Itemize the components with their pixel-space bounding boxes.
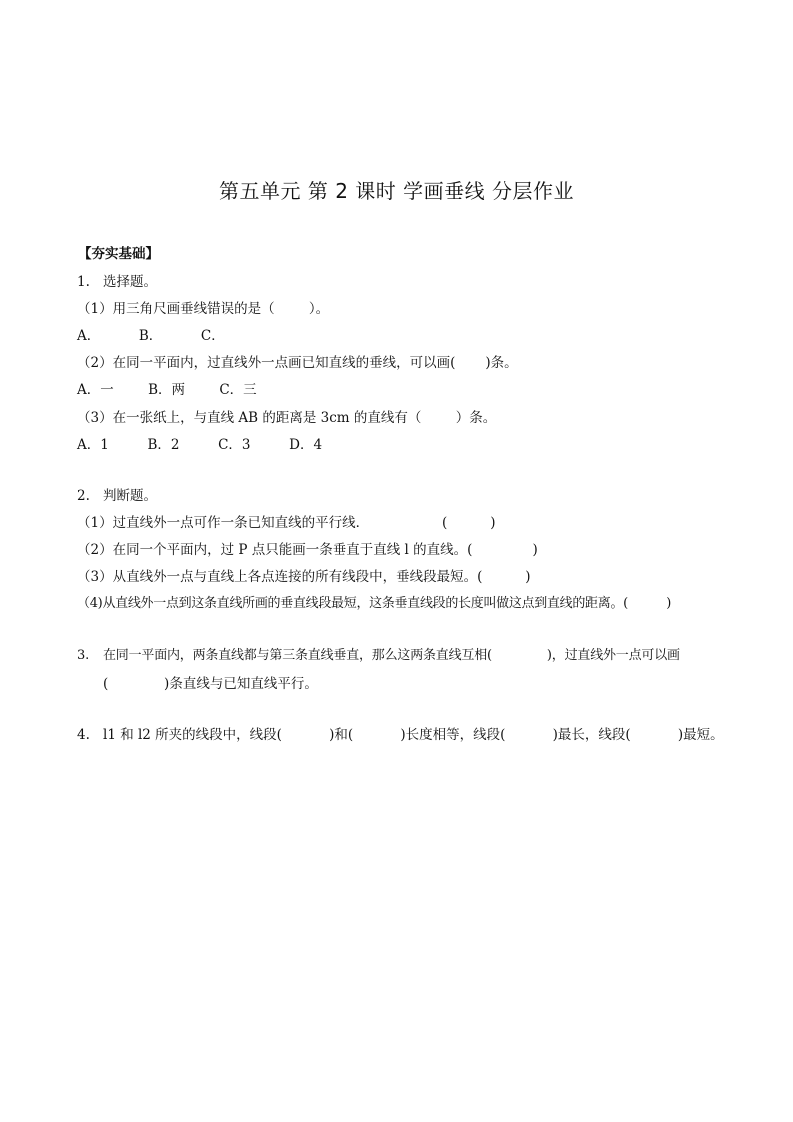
q1-heading-line [77, 273, 157, 291]
q3-line2: ( )条直线与已知直线平行。 [103, 676, 318, 692]
q4-text: l1 和 l2 所夹的线段中，线段( )和( )长度相等，线段( )最长，线段( )最短。 [103, 727, 724, 743]
q1-sub2: （2）在同一平面内，过直线外一点画已知直线的垂线，可以画( )条。 [77, 355, 518, 371]
q1-sub2-options: A．一 B．两 C．三 [77, 382, 257, 398]
q3-line1 [77, 647, 680, 665]
q1-sub3: （3）在一张纸上，与直线 AB 的距离是 3cm 的直线有（ ）条。 [77, 410, 497, 426]
q4-number: 4. [77, 727, 90, 743]
page-title: 第五单元 第 2 课时 学画垂线 分层作业 [218, 179, 574, 203]
q2-number: 2. [77, 488, 90, 504]
q2-sub2: （2）在同一个平面内，过 P 点只能画一条垂直于直线 l 的直线。( ) [77, 542, 538, 558]
q2-heading: 判断题。 [103, 488, 157, 504]
q1-sub1-options: A． B． C． [77, 328, 225, 344]
q3-text-line1: 在同一平面内，两条直线都与第三条直线垂直，那么这两条直线互相( )，过直线外一点可以画 [103, 648, 680, 663]
q2-sub3: （3）从直线外一点与直线上各点连接的所有线段中，垂线段最短。( ) [77, 569, 531, 585]
q2-sub4: （4)从直线外一点到这条直线所画的垂直线段最短，这条垂直线段的长度叫做这点到直线的距离。( ) [77, 596, 672, 611]
q2-heading-line [77, 487, 157, 505]
q4-line [77, 726, 724, 744]
section-heading: 【夯实基础】 [78, 246, 159, 262]
q1-sub1: （1）用三角尺画垂线错误的是（ ）。 [77, 301, 330, 317]
q1-sub3-options: A．1 B．2 C．3 D．4 [77, 437, 323, 453]
q3-number: 3. [77, 648, 90, 663]
q2-sub1: （1）过直线外一点可作一条已知直线的平行线． ( ) [77, 515, 496, 531]
q1-number: 1. [77, 274, 90, 290]
q1-heading: 选择题。 [103, 274, 157, 290]
